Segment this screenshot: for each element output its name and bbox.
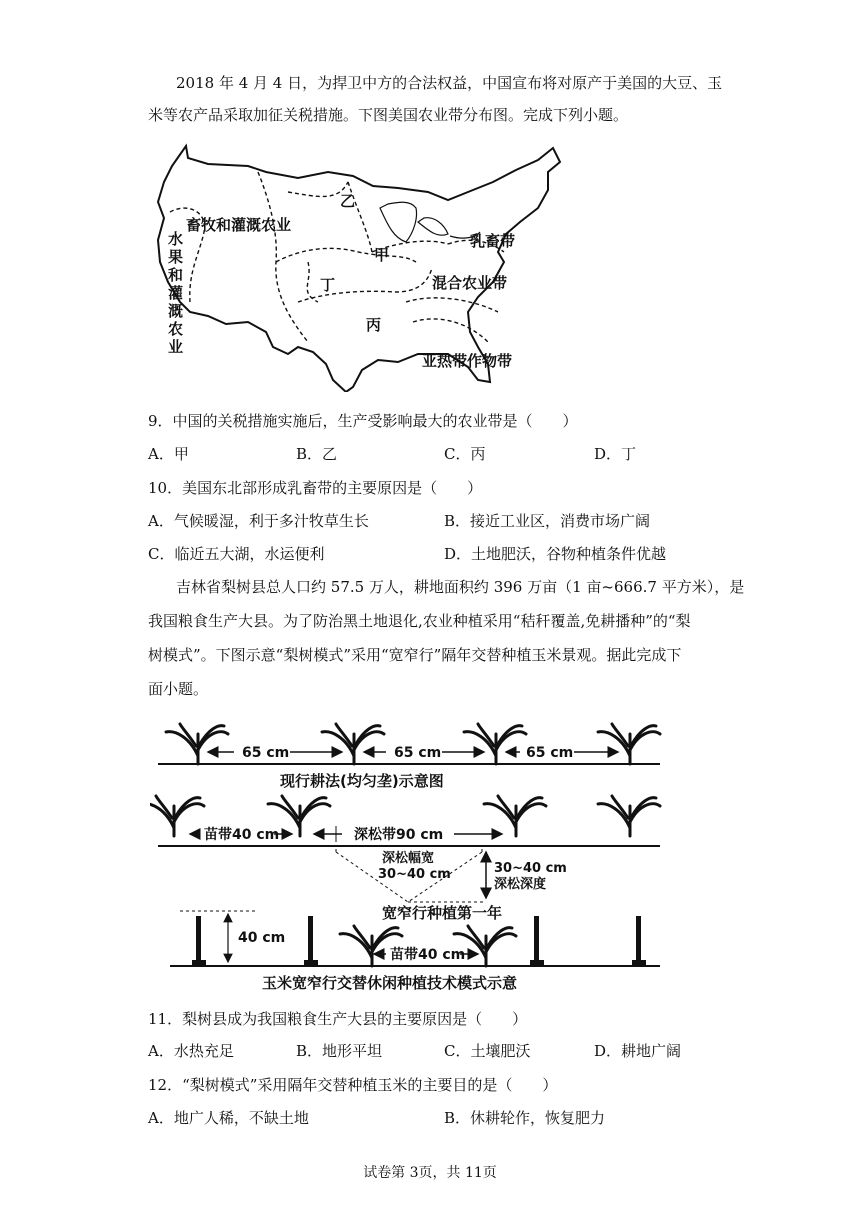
row3-stubble-height: 40 cm [238,930,286,946]
q9-option-d[interactable]: D．丁 [594,445,637,463]
label-yi: 乙 [340,192,356,210]
q12-option-b[interactable]: B．休耕轮作，恢复肥力 [444,1109,606,1127]
row1-spacing-2: 65 cm [394,745,442,761]
row2-depth-label: 深松深度 [494,877,547,892]
corn-planting-diagram [150,712,670,997]
row3-caption: 玉米宽窄行交替休闲种植技术模式示意 [262,974,518,992]
row3-seed-band: 苗带40 cm [390,947,466,963]
row1-spacing-3: 65 cm [526,745,574,761]
row2-width-value: 30~40 cm [378,867,451,882]
intro1-line2: 米等农产品采取加征关税措施。下图美国农业带分布图。完成下列小题。 [148,106,629,124]
label-mixed: 混合农业带 [432,274,508,292]
label-dairy: 乳畜带 [470,232,516,250]
svg-text:灌: 灌 [168,284,184,302]
svg-text:和: 和 [168,266,184,284]
q10-option-a[interactable]: A．气候暖湿，利于多汁牧草生长 [148,512,369,530]
q11-option-a[interactable]: A．水热充足 [148,1042,234,1060]
row1-spacing-1: 65 cm [242,745,290,761]
q11-option-b[interactable]: B．地形平坦 [296,1042,383,1060]
svg-text:水: 水 [168,230,184,248]
row2-seed-band: 苗带40 cm [204,827,280,843]
row2-loosen-band: 深松带90 cm [354,827,444,843]
q10-option-d[interactable]: D．土地肥沃，谷物种植条件优越 [444,545,667,563]
label-subtropical: 亚热带作物带 [422,352,513,370]
svg-text:业: 业 [168,338,184,356]
q11-stem: 11．梨树县成为我国粮食生产大县的主要原因是（ ） [148,1010,528,1028]
q12-stem: 12．“梨树模式”采用隔年交替种植玉米的主要目的是（ ） [148,1076,558,1094]
row2-caption: 宽窄行种植第一年 [382,904,503,922]
page-footer: 试卷第 3页，共 11页 [363,1165,497,1181]
row2-wide-narrow-year1 [150,796,660,922]
svg-text:溉: 溉 [168,302,184,320]
q12-option-a[interactable]: A．地广人稀，不缺土地 [148,1109,309,1127]
label-animal-irrigation: 畜牧和灌溉农业 [186,216,292,234]
label-jia: 甲 [374,246,390,264]
q9-option-a[interactable]: A．甲 [148,445,189,463]
row1-uniform-ridge [158,724,660,790]
row2-width-label: 深松幅宽 [382,851,435,866]
row3-alternate-fallow [170,911,660,992]
svg-text:农: 农 [168,320,184,338]
label-ding: 丁 [320,276,336,294]
intro1-line1: 2018 年 4 月 4 日，为捍卫中方的合法权益，中国宣布将对原产于美国的大豆、玉 [176,74,723,92]
q10-option-c[interactable]: C．临近五大湖，水运便利 [148,545,325,563]
q10-stem: 10．美国东北部形成乳畜带的主要原因是（ ） [148,479,483,497]
label-bing: 丙 [366,316,382,334]
q11-option-c[interactable]: C．土壤肥沃 [444,1042,531,1060]
intro2-line1: 吉林省梨树县总人口约 57.5 万人，耕地面积约 396 万亩（1 亩~666.7 平方米），是 [176,578,745,596]
q9-stem: 9．中国的关税措施实施后，生产受影响最大的农业带是（ ） [148,412,578,430]
intro2-line4: 面小题。 [148,680,209,698]
row1-caption: 现行耕法(均匀垄)示意图 [280,772,444,790]
svg-text:果: 果 [168,248,184,266]
q9-option-b[interactable]: B．乙 [296,445,338,463]
q11-option-d[interactable]: D．耕地广阔 [594,1042,682,1060]
label-fruit-irrigation [168,230,183,356]
q9-option-c[interactable]: C．丙 [444,445,486,463]
row2-depth-value: 30~40 cm [494,861,567,876]
q10-option-b[interactable]: B．接近工业区，消费市场广阔 [444,512,651,530]
intro2-line3: 树模式”。下图示意“梨树模式”采用“宽窄行”隔年交替种植玉米景观。据此完成下 [148,646,682,664]
us-agriculture-map [148,142,568,392]
intro2-line2: 我国粮食生产大县。为了防治黑土地退化,农业种植采用“秸秆覆盖,免耕播种”的“梨 [148,612,691,630]
